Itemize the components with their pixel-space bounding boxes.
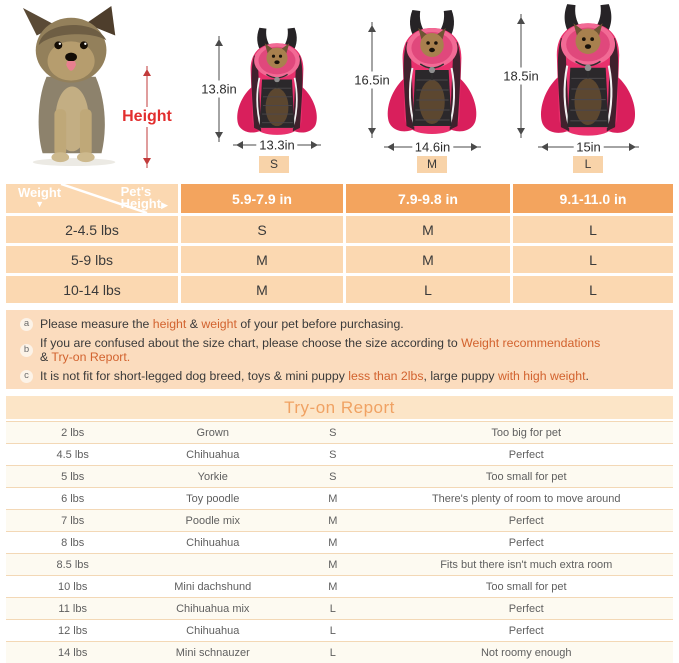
size-cell: M bbox=[181, 276, 343, 303]
down-arrow-icon: ▼ bbox=[35, 199, 44, 209]
size-cell: M bbox=[346, 246, 510, 273]
tryon-comment-cell: Too small for pet bbox=[485, 580, 567, 593]
tryon-breed-cell: Toy poodle bbox=[186, 492, 240, 505]
dim-height-l-label: 18.5in bbox=[503, 68, 539, 84]
tryon-comment-cell: Too big for pet bbox=[491, 426, 562, 439]
note-a bbox=[20, 317, 661, 331]
tryon-breed-cell: Chihuahua mix bbox=[176, 602, 250, 615]
note-b-badge: b bbox=[20, 344, 33, 357]
dim-height-m bbox=[354, 22, 390, 138]
tryon-comment-cell: Perfect bbox=[508, 514, 544, 527]
tryon-comment-cell: There's plenty of room to move around bbox=[431, 492, 621, 505]
tryon-comment-cell: Perfect bbox=[508, 624, 544, 637]
column-header: 7.9-9.8 in bbox=[346, 184, 510, 213]
dim-width-m-label: 14.6in bbox=[412, 140, 453, 155]
arrow-left-icon bbox=[383, 143, 394, 151]
note-a-text: Please measure the height & weight of your pet before purchasing. bbox=[40, 317, 404, 331]
purchase-notes-panel bbox=[6, 310, 673, 389]
size-cell: M bbox=[346, 216, 510, 243]
height-axis-text: Height bbox=[120, 196, 162, 211]
pet-height-annotation bbox=[122, 66, 172, 168]
dim-width-m bbox=[384, 139, 481, 155]
size-chip-s: S bbox=[259, 156, 289, 173]
pets-height-axis-label bbox=[121, 186, 168, 211]
note-b bbox=[20, 336, 661, 364]
tryon-row bbox=[6, 554, 673, 576]
column-header: 9.1-11.0 in bbox=[513, 184, 673, 213]
tryon-size-cell: L bbox=[329, 602, 336, 615]
tryon-row bbox=[6, 510, 673, 532]
tryon-size-cell: M bbox=[328, 580, 338, 593]
size-recommendation-table bbox=[6, 184, 673, 303]
arrow-up-icon bbox=[368, 21, 376, 32]
size-cell: L bbox=[513, 246, 673, 273]
backpack-size-l-image bbox=[536, 2, 640, 142]
arrow-up-icon bbox=[215, 35, 223, 46]
tryon-breed-cell: Chihuahua bbox=[186, 536, 240, 549]
tryon-row bbox=[6, 444, 673, 466]
tryon-comment-cell: Perfect bbox=[508, 448, 544, 461]
size-cell: L bbox=[346, 276, 510, 303]
yorkie-dog-photo bbox=[14, 6, 138, 168]
size-cell: S bbox=[181, 216, 343, 243]
size-chip-m: M bbox=[417, 156, 447, 173]
dim-height-s-label: 13.8in bbox=[201, 81, 237, 97]
tryon-row bbox=[6, 598, 673, 620]
tryon-size-cell: S bbox=[329, 470, 337, 483]
size-illustration-area bbox=[0, 0, 679, 182]
tryon-row bbox=[6, 422, 673, 444]
weight-axis-text: Weight bbox=[18, 185, 62, 200]
tryon-weight-cell: 8.5 lbs bbox=[56, 558, 89, 571]
tryon-comment-cell: Fits but there isn't much extra room bbox=[440, 558, 613, 571]
arrow-down-icon bbox=[368, 128, 376, 139]
note-a-badge: a bbox=[20, 318, 33, 331]
arrow-right-icon bbox=[311, 141, 322, 149]
tryon-size-cell: S bbox=[329, 426, 337, 439]
note-b-text: If you are confused about the size chart, please choose the size according to Weight recommendations & Try-on Report. bbox=[40, 336, 601, 364]
tryon-size-cell: M bbox=[328, 492, 338, 505]
tryon-row bbox=[6, 466, 673, 488]
right-arrow-icon: ▶ bbox=[161, 200, 168, 210]
tryon-size-cell: L bbox=[329, 624, 336, 637]
note-c-text: It is not fit for short-legged dog breed, toys & mini puppy less than 2lbs, large puppy with high weight. bbox=[40, 369, 589, 383]
tryon-size-cell: M bbox=[328, 558, 338, 571]
tryon-row bbox=[6, 488, 673, 510]
pets-axis-text: Pet's bbox=[120, 184, 152, 199]
tryon-weight-cell: 12 lbs bbox=[58, 624, 88, 637]
dim-height-m-label: 16.5in bbox=[354, 72, 390, 88]
arrow-right-icon bbox=[629, 143, 640, 151]
tryon-comment-cell: Too small for pet bbox=[485, 470, 567, 483]
size-table-corner-cell bbox=[6, 184, 178, 213]
tryon-weight-cell: 14 lbs bbox=[58, 646, 88, 659]
tryon-row bbox=[6, 642, 673, 663]
backpack-size-m-image bbox=[383, 8, 481, 140]
tryon-breed-cell: Yorkie bbox=[197, 470, 228, 483]
height-label: Height bbox=[122, 108, 172, 125]
dim-height-s bbox=[201, 36, 237, 142]
size-cell: M bbox=[181, 246, 343, 273]
note-c-badge: c bbox=[20, 370, 33, 383]
tryon-breed-cell: Chihuahua bbox=[186, 624, 240, 637]
arrow-left-icon bbox=[537, 143, 548, 151]
tryon-size-cell: L bbox=[329, 646, 336, 659]
column-header: 5.9-7.9 in bbox=[181, 184, 343, 213]
tryon-row bbox=[6, 576, 673, 598]
tryon-weight-cell: 8 lbs bbox=[61, 536, 85, 549]
dim-width-l bbox=[538, 139, 639, 155]
tryon-report-table bbox=[6, 421, 673, 663]
backpack-size-s-image bbox=[233, 26, 321, 140]
tryon-row bbox=[6, 620, 673, 642]
tryon-weight-cell: 7 lbs bbox=[61, 514, 85, 527]
weight-row-header: 2-4.5 lbs bbox=[6, 216, 178, 243]
arrow-down-icon bbox=[517, 128, 525, 139]
tryon-breed-cell: Grown bbox=[196, 426, 229, 439]
arrow-down-icon bbox=[215, 132, 223, 143]
dim-width-s-label: 13.3in bbox=[256, 138, 297, 153]
tryon-report-section bbox=[6, 396, 673, 663]
tryon-comment-cell: Not roomy enough bbox=[480, 646, 572, 659]
size-cell: L bbox=[513, 216, 673, 243]
tryon-weight-cell: 2 lbs bbox=[61, 426, 85, 439]
tryon-weight-cell: 11 lbs bbox=[58, 602, 87, 615]
dim-height-l bbox=[503, 14, 539, 138]
tryon-breed-cell: Mini dachshund bbox=[174, 580, 252, 593]
note-c bbox=[20, 369, 661, 383]
tryon-size-cell: S bbox=[329, 448, 337, 461]
tryon-weight-cell: 10 lbs bbox=[58, 580, 88, 593]
tryon-breed-cell: Chihuahua bbox=[186, 448, 240, 461]
arrow-down-icon bbox=[143, 158, 151, 169]
dim-width-s bbox=[233, 137, 321, 153]
tryon-size-cell: M bbox=[328, 536, 338, 549]
size-chip-l: L bbox=[573, 156, 603, 173]
dim-width-l-label: 15in bbox=[573, 140, 604, 155]
tryon-weight-cell: 4.5 lbs bbox=[56, 448, 89, 461]
arrow-up-icon bbox=[143, 65, 151, 76]
weight-row-header: 10-14 lbs bbox=[6, 276, 178, 303]
weight-axis-label bbox=[18, 187, 61, 209]
tryon-row bbox=[6, 532, 673, 554]
tryon-comment-cell: Perfect bbox=[508, 536, 544, 549]
weight-row-header: 5-9 lbs bbox=[6, 246, 178, 273]
arrow-left-icon bbox=[232, 141, 243, 149]
tryon-report-title: Try-on Report bbox=[6, 396, 673, 419]
tryon-size-cell: M bbox=[328, 514, 338, 527]
tryon-breed-cell: Mini schnauzer bbox=[175, 646, 250, 659]
tryon-comment-cell: Perfect bbox=[508, 602, 544, 615]
tryon-weight-cell: 5 lbs bbox=[61, 470, 85, 483]
tryon-weight-cell: 6 lbs bbox=[61, 492, 85, 505]
arrow-up-icon bbox=[517, 13, 525, 24]
arrow-right-icon bbox=[471, 143, 482, 151]
tryon-breed-cell: Poodle mix bbox=[185, 514, 240, 527]
size-cell: L bbox=[513, 276, 673, 303]
